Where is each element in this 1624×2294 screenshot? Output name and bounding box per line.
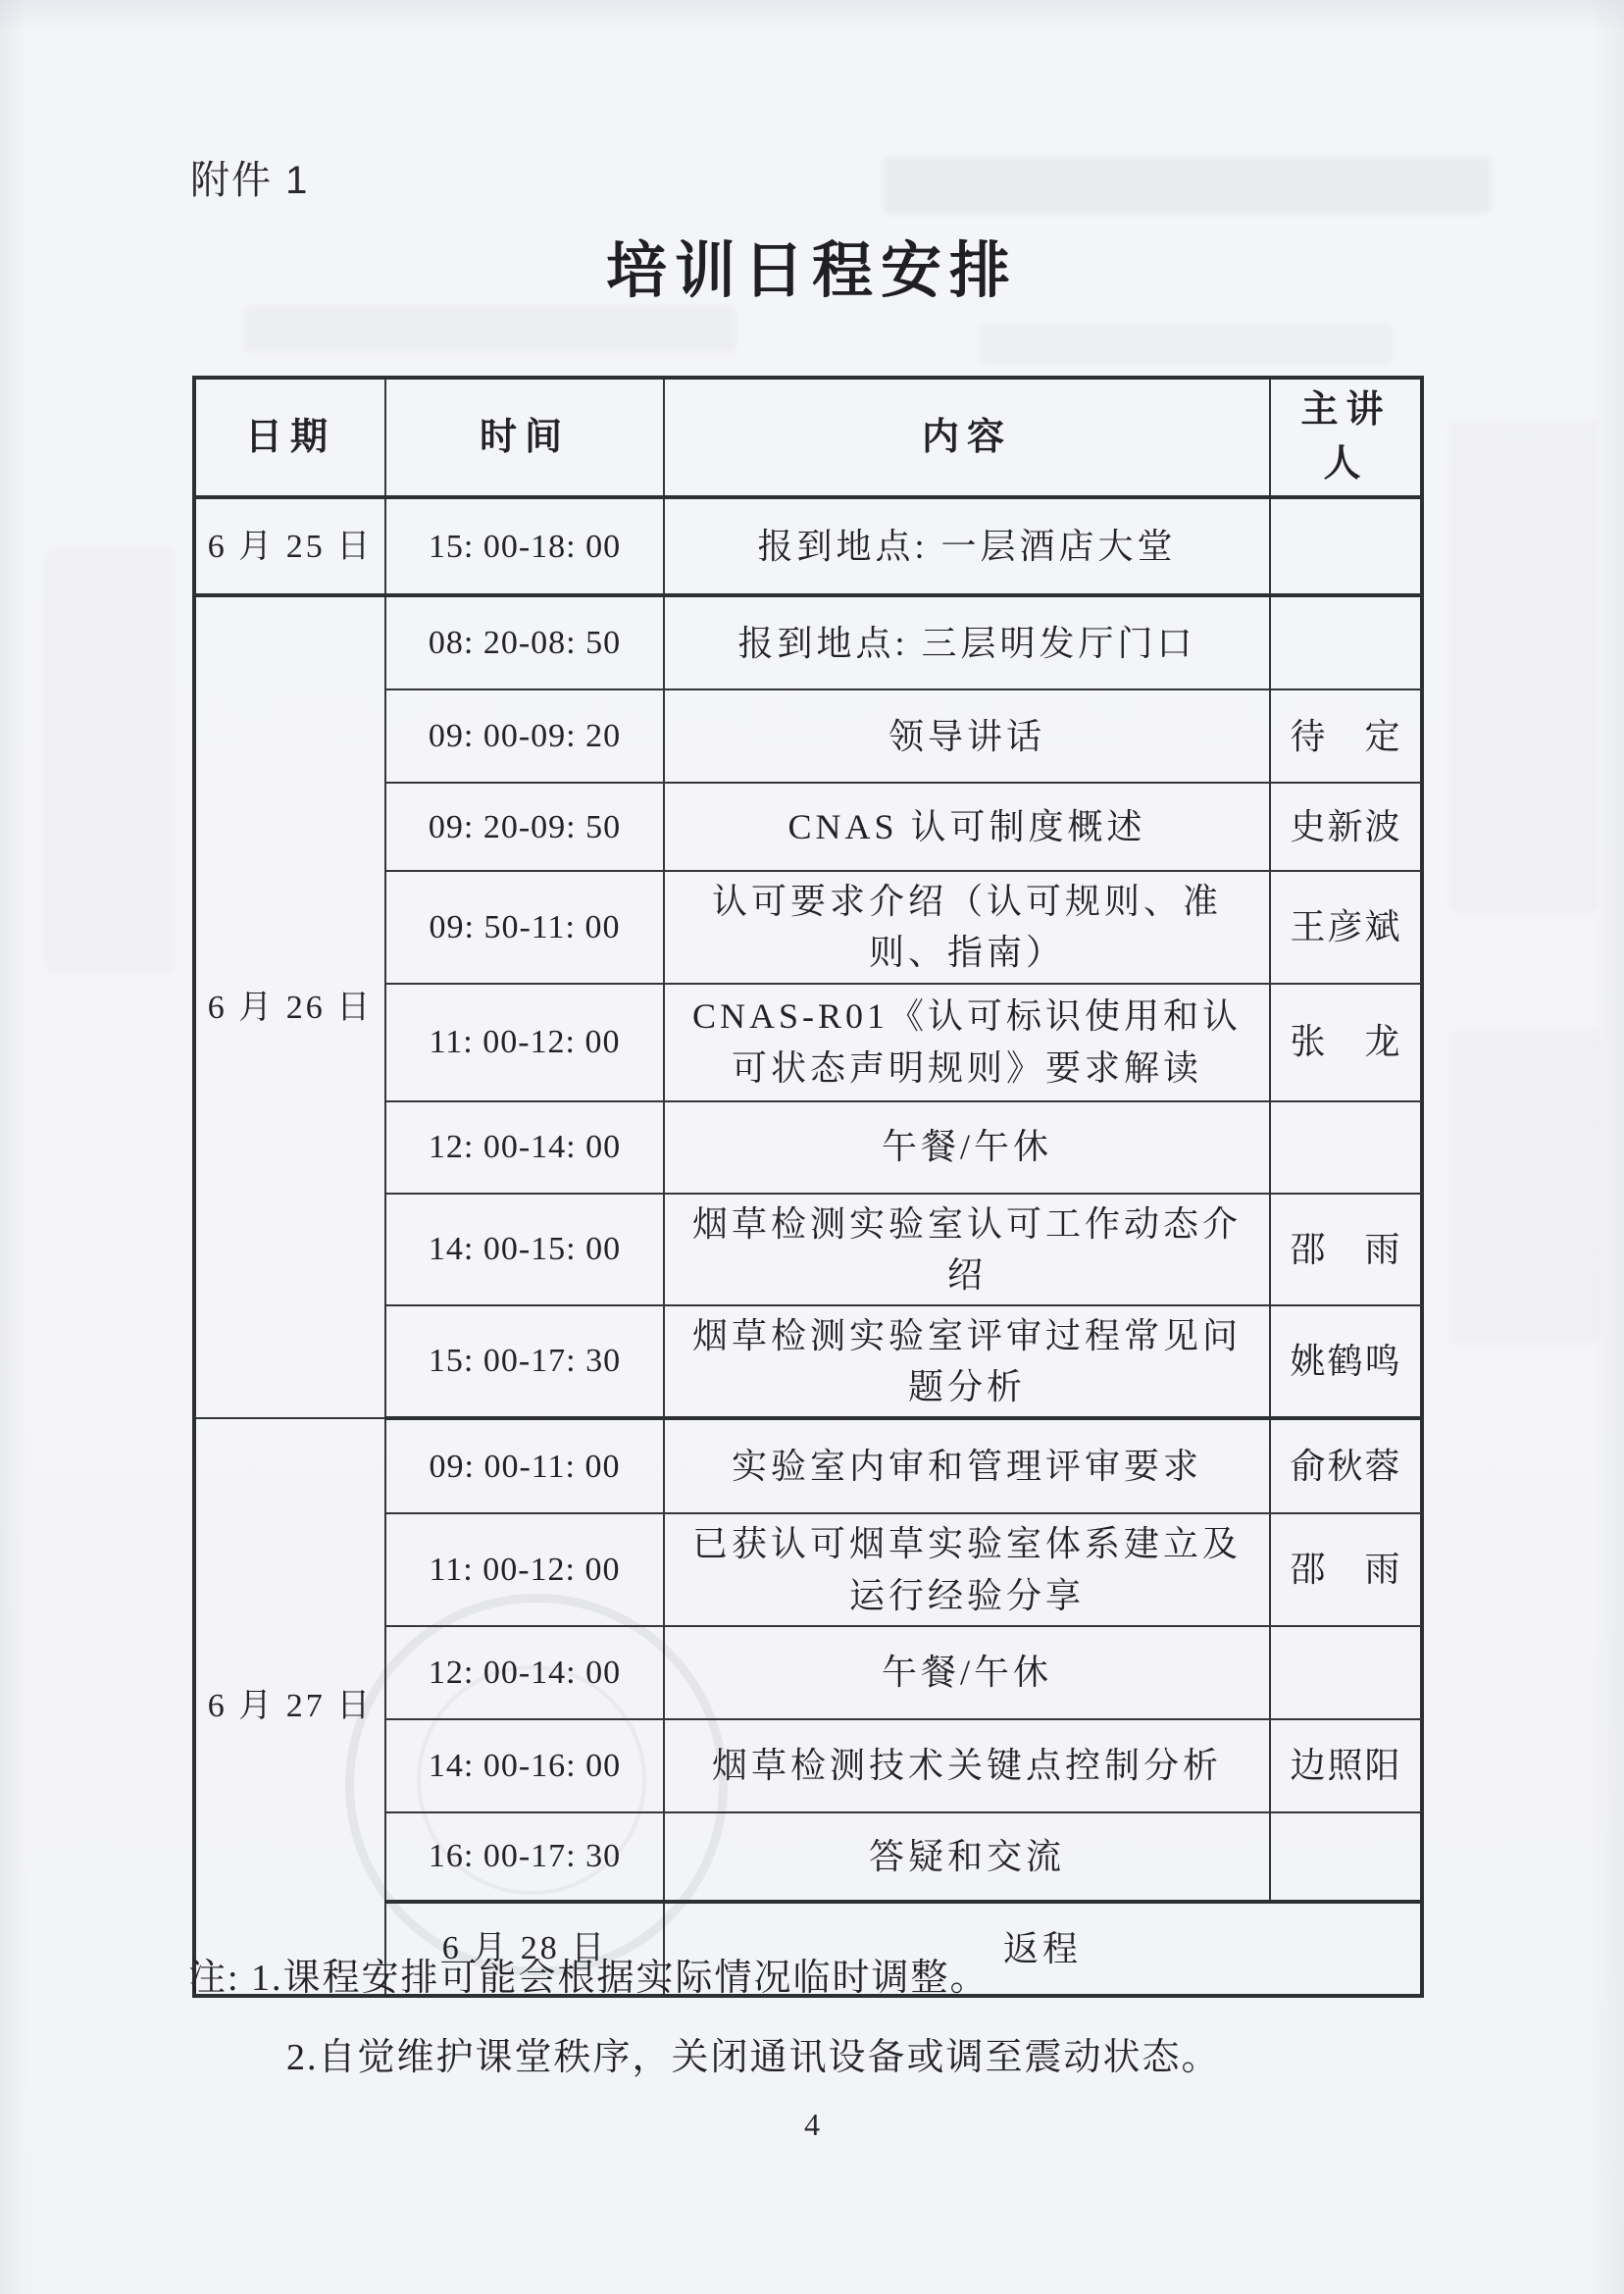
- table-row: [194, 595, 1422, 689]
- schedule-table: [192, 376, 1424, 1998]
- bleedthrough-ghost: [981, 324, 1393, 365]
- time-cell: 15: 00-17: 30: [385, 1305, 664, 1418]
- content-cell: 午餐/午休: [664, 1101, 1270, 1194]
- content-cell: 返程: [664, 1902, 1422, 1996]
- speaker-cell: [1270, 1101, 1422, 1194]
- speaker-cell: 邵 雨: [1270, 1194, 1422, 1305]
- content-cell: 认可要求介绍（认可规则、准则、指南）: [664, 871, 1270, 983]
- header-speaker: 主讲人: [1270, 378, 1422, 497]
- bleedthrough-ghost: [1449, 422, 1597, 912]
- bleedthrough-ghost: [1451, 1030, 1599, 1344]
- speaker-cell: 邵 雨: [1270, 1513, 1422, 1625]
- content-cell: 烟草检测实验室评审过程常见问题分析: [664, 1305, 1270, 1418]
- header-content: 内容: [664, 378, 1270, 497]
- speaker-cell: 俞秋蓉: [1270, 1418, 1422, 1513]
- content-cell: CNAS-R01《认可标识使用和认可状态声明规则》要求解读: [664, 984, 1270, 1101]
- time-cell: 11: 00-12: 00: [385, 984, 664, 1101]
- attachment-label: 附件 1: [190, 159, 310, 202]
- speaker-cell: 张 龙: [1270, 984, 1422, 1101]
- time-cell: 15: 00-18: 00: [385, 497, 664, 595]
- content-cell: 实验室内审和管理评审要求: [664, 1418, 1270, 1513]
- date-cell: 6 月 26 日: [194, 595, 385, 1418]
- speaker-cell: 王彦斌: [1270, 871, 1422, 983]
- speaker-cell: 待 定: [1270, 689, 1422, 783]
- date-cell: 6 月 27 日: [194, 1418, 385, 1995]
- table-header-row: [194, 378, 1422, 497]
- content-cell: 领导讲话: [664, 689, 1270, 783]
- time-cell: 09: 50-11: 00: [385, 871, 664, 983]
- time-cell: 14: 00-16: 00: [385, 1719, 664, 1812]
- speaker-cell: [1270, 1812, 1422, 1902]
- content-cell: 午餐/午休: [664, 1626, 1270, 1719]
- bleedthrough-ghost: [45, 549, 173, 971]
- time-cell: 16: 00-17: 30: [385, 1812, 664, 1902]
- speaker-cell: 史新波: [1270, 783, 1422, 871]
- content-cell: 烟草检测技术关键点控制分析: [664, 1719, 1270, 1812]
- date-cell: 6 月 28 日: [385, 1902, 664, 1996]
- header-date: 日期: [194, 378, 385, 497]
- speaker-cell: 姚鹤鸣: [1270, 1305, 1422, 1418]
- speaker-cell: 边照阳: [1270, 1719, 1422, 1812]
- time-cell: 14: 00-15: 00: [385, 1194, 664, 1305]
- time-cell: 09: 20-09: 50: [385, 783, 664, 871]
- speaker-cell: [1270, 497, 1422, 595]
- table-row: [194, 497, 1422, 595]
- content-cell: 报到地点: 三层明发厅门口: [664, 595, 1270, 689]
- time-cell: 08: 20-08: 50: [385, 595, 664, 689]
- bleedthrough-ghost: [883, 157, 1491, 214]
- time-cell: 09: 00-09: 20: [385, 689, 664, 783]
- table-row: [194, 1418, 1422, 1513]
- footnote-2: 2.自觉维护课堂秩序，关闭通讯设备或调至震动状态。: [286, 2037, 1221, 2078]
- page-title: 培训日程安排: [605, 237, 1018, 305]
- content-cell: 答疑和交流: [664, 1812, 1270, 1902]
- page-number: 4: [804, 2107, 820, 2142]
- speaker-cell: [1270, 595, 1422, 689]
- content-cell: 烟草检测实验室认可工作动态介绍: [664, 1194, 1270, 1305]
- content-cell: CNAS 认可制度概述: [664, 783, 1270, 871]
- content-cell: 报到地点: 一层酒店大堂: [664, 497, 1270, 595]
- time-cell: 12: 00-14: 00: [385, 1101, 664, 1194]
- time-cell: 12: 00-14: 00: [385, 1626, 664, 1719]
- content-cell: 已获认可烟草实验室体系建立及运行经验分享: [664, 1513, 1270, 1625]
- speaker-cell: [1270, 1626, 1422, 1719]
- footnote-1: 注: 1.课程安排可能会根据实际情况临时调整。: [188, 1958, 990, 1999]
- time-cell: 09: 00-11: 00: [385, 1418, 664, 1513]
- date-cell: 6 月 25 日: [194, 497, 385, 595]
- bleedthrough-ghost: [245, 306, 736, 353]
- time-cell: 11: 00-12: 00: [385, 1513, 664, 1625]
- header-time: 时间: [385, 378, 664, 497]
